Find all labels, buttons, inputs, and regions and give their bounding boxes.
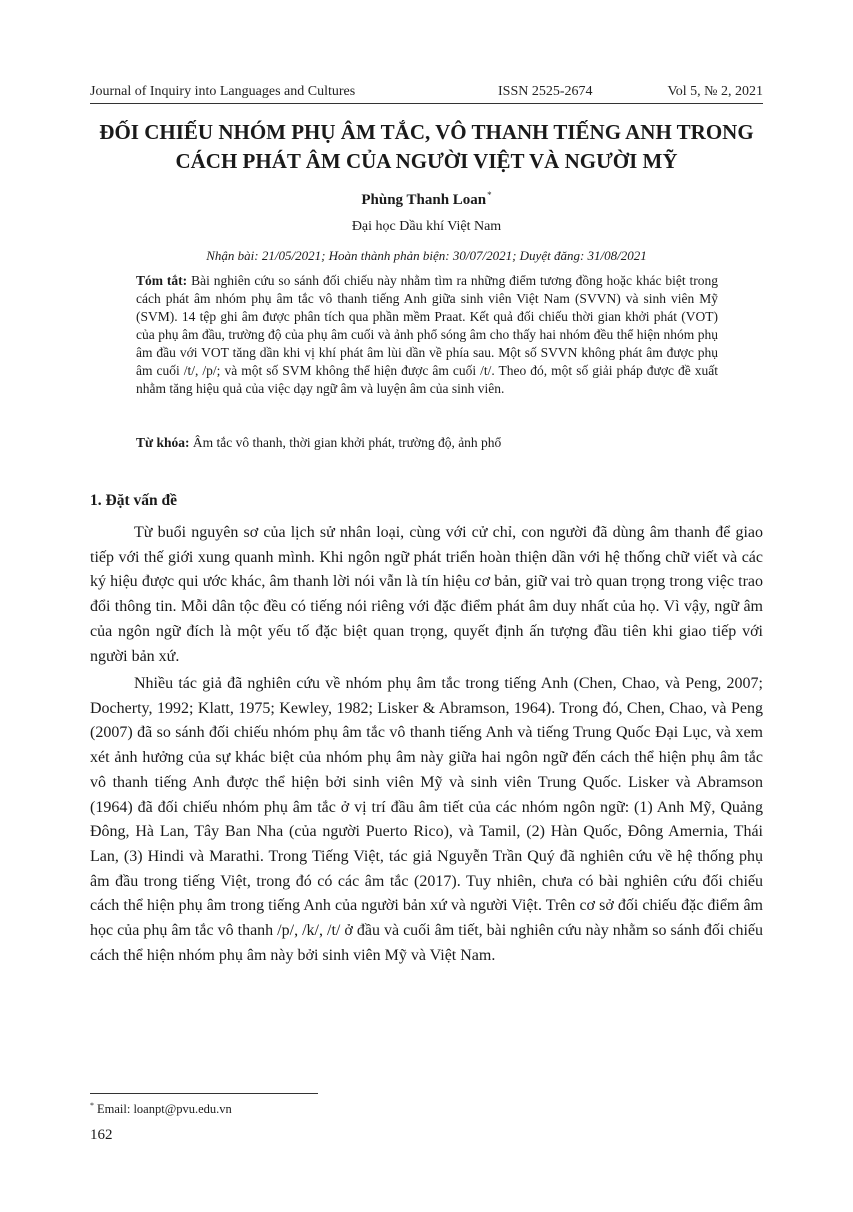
footnote	[90, 1101, 232, 1117]
keywords	[136, 434, 718, 452]
submission-dates: Nhận bài: 21/05/2021; Hoàn thành phản biện: 30/07/2021; Duyệt đăng: 31/08/2021	[206, 248, 647, 263]
author-footnote-mark: *	[487, 190, 492, 200]
header-divider	[90, 103, 763, 104]
article-title: ĐỐI CHIẾU NHÓM PHỤ ÂM TẮC, VÔ THANH TIẾNG ANH TRONG CÁCH PHÁT ÂM CỦA NGƯỜI VIỆT VÀ NGƯỜI MỸ	[99, 120, 754, 173]
abstract-text: Bài nghiên cứu so sánh đối chiếu này nhằm tìm ra những điểm tương đồng hoặc khác biệt trong cách phát âm nhóm phụ âm tắc vô thanh tiếng Anh giữa sinh viên Việt Nam (SVVN) và sinh viên Mỹ (SVM). 14 tệp ghi âm được phân tích qua phần mềm Praat. Kết quả đối chiếu thời gian khởi phát (VOT) của phụ âm đầu, trường độ của phụ âm cuối và ảnh phổ sóng âm cho thấy hai nhóm đều thể hiện nhóm phụ âm đầu với VOT tăng dần khi vị khí phát âm lùi dần về phía sau. Một số SVVN không phát âm được phụ âm cuối /t/, /p/; và một số SVM không thể hiện được âm cuối /t/. Theo đó, một số giải pháp được đề xuất nhằm tăng hiệu quả của việc dạy ngữ âm và luyện âm của sinh viên.	[136, 273, 718, 396]
issn: ISSN 2525-2674	[498, 84, 593, 99]
abstract	[136, 272, 718, 398]
journal-name: Journal of Inquiry into Languages and Cultures	[90, 84, 356, 99]
footnote-divider	[90, 1093, 318, 1094]
author	[90, 190, 763, 209]
abstract-label: Tóm tắt:	[136, 273, 188, 288]
footnote-email: Email: loanpt@pvu.edu.vn	[97, 1102, 232, 1116]
keywords-text: Âm tắc vô thanh, thời gian khởi phát, trường độ, ảnh phổ	[192, 435, 502, 450]
keywords-label: Từ khóa:	[136, 435, 190, 450]
footnote-mark: *	[90, 1101, 94, 1110]
body-paragraph: Từ buổi nguyên sơ của lịch sử nhân loại, cùng với cử chỉ, con người đã dùng âm thanh để giao tiếp với thế giới xung quanh mình. Khi ngôn ngữ phát triển hoàn thiện dần với hệ thống chữ viết và các ký hiệu được qui ước khác, âm thanh lời nói vẫn là tín hiệu cơ bản, giữ vai trò quan trọng trong việc trao đổi thông tin. Mỗi dân tộc đều có tiếng nói riêng với đặc điểm phát âm duy nhất của họ. Vì vậy, ngữ âm của ngôn ngữ đích là một yếu tố đặc biệt quan trọng, quyết định ấn tượng đầu tiên khi giao tiếp với người bản xứ.	[90, 524, 763, 665]
page-number: 162	[90, 1127, 113, 1143]
section-heading: 1. Đặt vấn đề	[90, 492, 177, 509]
affiliation: Đại học Dầu khí Việt Nam	[351, 219, 502, 234]
author-name: Phùng Thanh Loan	[361, 192, 487, 208]
running-header	[90, 84, 763, 104]
volume-issue: Vol 5, № 2, 2021	[667, 84, 763, 99]
body-paragraph: Nhiều tác giả đã nghiên cứu về nhóm phụ âm tắc trong tiếng Anh (Chen, Chao, và Peng, 2007; Docherty, 1992; Klatt, 1975; Kewley, 1982; Lisker & Abramson, 1964). Trong đó, Chen, Chao, và Peng (2007) đã so sánh đối chiếu nhóm phụ âm tắc vô thanh tiếng Anh và tiếng Trung Quốc Đại Lục, và xem xét ảnh hưởng của sự khác biệt của nhóm phụ âm này giữa hai ngôn ngữ đến cách thể hiện phụ âm tắc vô thanh tiếng Anh được thể hiện bởi sinh viên Mỹ và sinh viên Trung Quốc. Lisker và Abramson (1964) đã đối chiếu nhóm phụ âm tắc ở vị trí đầu âm tiết của các nhóm ngôn ngữ: (1) Anh Mỹ, Quảng Đông, Hà Lan, Tây Ban Nha (của người Puerto Rico), và Tamil, (2) Hàn Quốc, Đông Amernia, Thái Lan, (3) Hindi và Marathi. Trong Tiếng Việt, tác giả Nguyễn Trần Quý đã nghiên cứu về hệ thống phụ âm đầu trong tiếng Việt, trong đó có các âm tắc (2017). Tuy nhiên, chưa có bài nghiên cứu đối chiếu cách thể hiện phụ âm trong tiếng Anh của người bản xứ và người Việt. Trên cơ sở đối chiếu đặc điểm âm học của phụ âm tắc vô thanh /p/, /k/, /t/ ở đầu và cuối âm tiết, bài nghiên cứu này nhằm so sánh đối chiếu cách thể hiện nhóm phụ âm này bởi sinh viên Mỹ và Việt Nam.	[90, 675, 763, 964]
